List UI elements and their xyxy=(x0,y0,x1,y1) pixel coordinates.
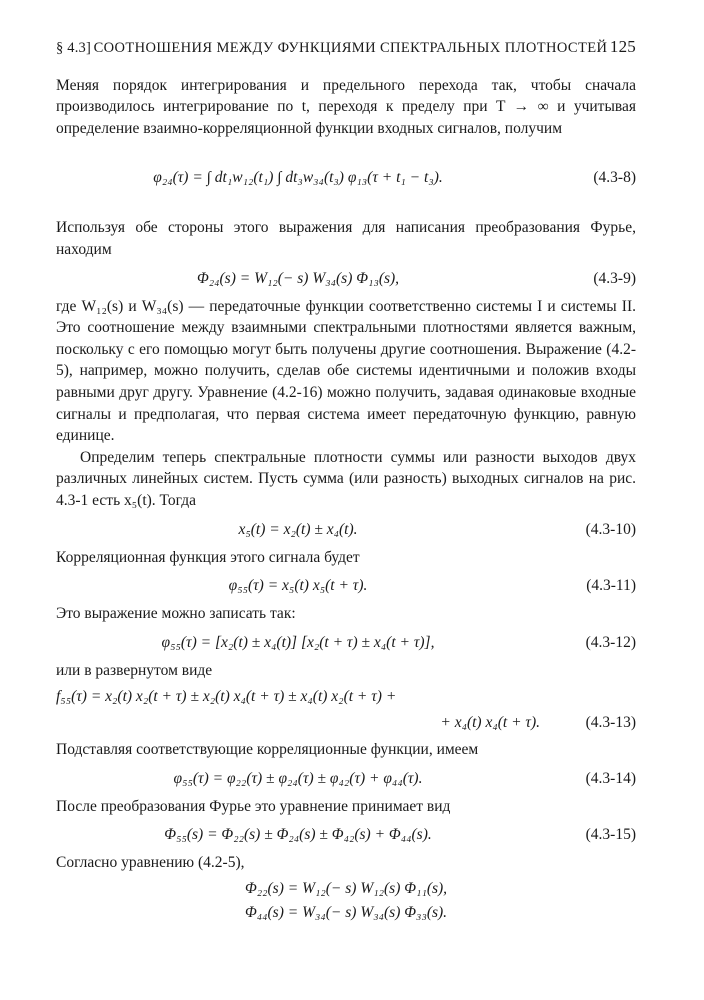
equation-body: Φ₅₅(s) = Φ₂₂(s) ± Φ₂₄(s) ± Φ₄₂(s) + Φ₄₄(s). xyxy=(164,826,432,844)
equation-4-3-12 xyxy=(56,629,636,656)
equation-pair xyxy=(56,877,636,925)
page-number: 125 xyxy=(609,37,636,56)
section-ref: § 4.3] xyxy=(56,40,92,56)
equation-number: (4.3-12) xyxy=(585,633,636,651)
book-page xyxy=(56,36,636,925)
equation-number: (4.3-11) xyxy=(586,577,636,595)
paragraph: Согласно уравнению (4.2-5), xyxy=(56,854,245,872)
equation-line: Φ₂₂(s) = W₁₂(− s) W₁₂(s) Φ₁₁(s), xyxy=(244,880,448,898)
paragraph: или в развернутом виде xyxy=(56,661,213,679)
equation-body-line1: f₅₅(τ) = x₂(t) x₂(t + τ) ± x₂(t) x₄(t + τ) ± x₄(t) x₂(t + τ) + xyxy=(56,688,397,706)
paragraph: После преобразования Фурье это уравнение принимает вид xyxy=(56,797,451,815)
paragraph: Это выражение можно записать так: xyxy=(56,605,296,623)
equation-number: (4.3-10) xyxy=(585,520,636,538)
paragraph: Корреляционная функция этого сигнала будет xyxy=(56,548,360,566)
equation-4-3-15 xyxy=(56,821,636,848)
equation-number: (4.3-15) xyxy=(585,826,636,844)
equation-4-3-13 xyxy=(56,685,636,735)
equation-number: (4.3-8) xyxy=(593,169,636,187)
equation-body: φ₅₅(τ) = [x₂(t) ± x₄(t)] [x₂(t + τ) ± x₄(t + τ)], xyxy=(161,633,435,651)
paragraph: Определим теперь спектральные плотности суммы или разности выходов двух различных линейных систем. Пусть сумма (или разность) выходных сигналов на рис. 4.3-1 есть x₅(t). Тогда xyxy=(56,448,636,509)
equation-number: (4.3-9) xyxy=(593,269,636,287)
equation-4-3-14 xyxy=(56,765,636,792)
equation-line: Φ₄₄(s) = W₃₄(− s) W₃₄(s) Φ₃₃(s). xyxy=(244,904,448,922)
paragraph: Меняя порядок интегрирования и предельного перехода так, чтобы сначала производилось интегрирование по t, переходя к пределу при T → ∞ и учитывая определение взаимно-корреляционной функции входных сигналов, получим xyxy=(56,76,636,137)
equation-4-3-9 xyxy=(56,265,636,292)
equation-body: φ₂₄(τ) = ∫ dt₁w₁₂(t₁) ∫ dt₃w₃₄(t₃) φ₁₃(τ + t₁ − t₃). xyxy=(153,169,443,187)
equation-body: φ₅₅(τ) = φ₂₂(τ) ± φ₂₄(τ) ± φ₄₂(τ) + φ₄₄(τ). xyxy=(173,769,423,787)
equation-number: (4.3-14) xyxy=(585,769,636,787)
paragraph: Подставляя соответствующие корреляционные функции, имеем xyxy=(56,741,479,759)
equation-body: Φ₂₄(s) = W₁₂(− s) W₃₄(s) Φ₁₃(s), xyxy=(196,269,400,287)
equation-number: (4.3-13) xyxy=(585,714,636,732)
paragraph: Используя обе стороны этого выражения для написания преобразования Фурье, находим xyxy=(56,219,636,258)
header-title: СООТНОШЕНИЯ МЕЖДУ ФУНКЦИЯМИ СПЕКТРАЛЬНЫХ ПЛОТНОСТЕЙ xyxy=(93,40,608,56)
equation-4-3-8 xyxy=(56,143,636,213)
equation-body: x₅(t) = x₂(t) ± x₄(t). xyxy=(238,520,358,538)
running-header xyxy=(56,36,636,60)
equation-body: φ₅₅(τ) = x₅(t) x₅(t + τ). xyxy=(228,577,368,595)
paragraph: где W₁₂(s) и W₃₄(s) — передаточные функции соответственно системы I и системы II. Это соотношение между взаимными спектральными плотностями является важным, поскольку с его помощью могут быть получены другие соотношения. Выражение (4.2-5), например, можно получить, сделав обе системы идентичными и положив входы равными друг другу. Уравнение (4.2-16) можно получить, задавая одинаковые входные сигналы и предполагая, что первая система имеет передаточную функцию, равную единице. xyxy=(56,297,636,445)
equation-body-line2: + x₄(t) x₄(t + τ). xyxy=(440,714,540,732)
equation-4-3-11 xyxy=(56,572,636,599)
equation-4-3-10 xyxy=(56,516,636,543)
